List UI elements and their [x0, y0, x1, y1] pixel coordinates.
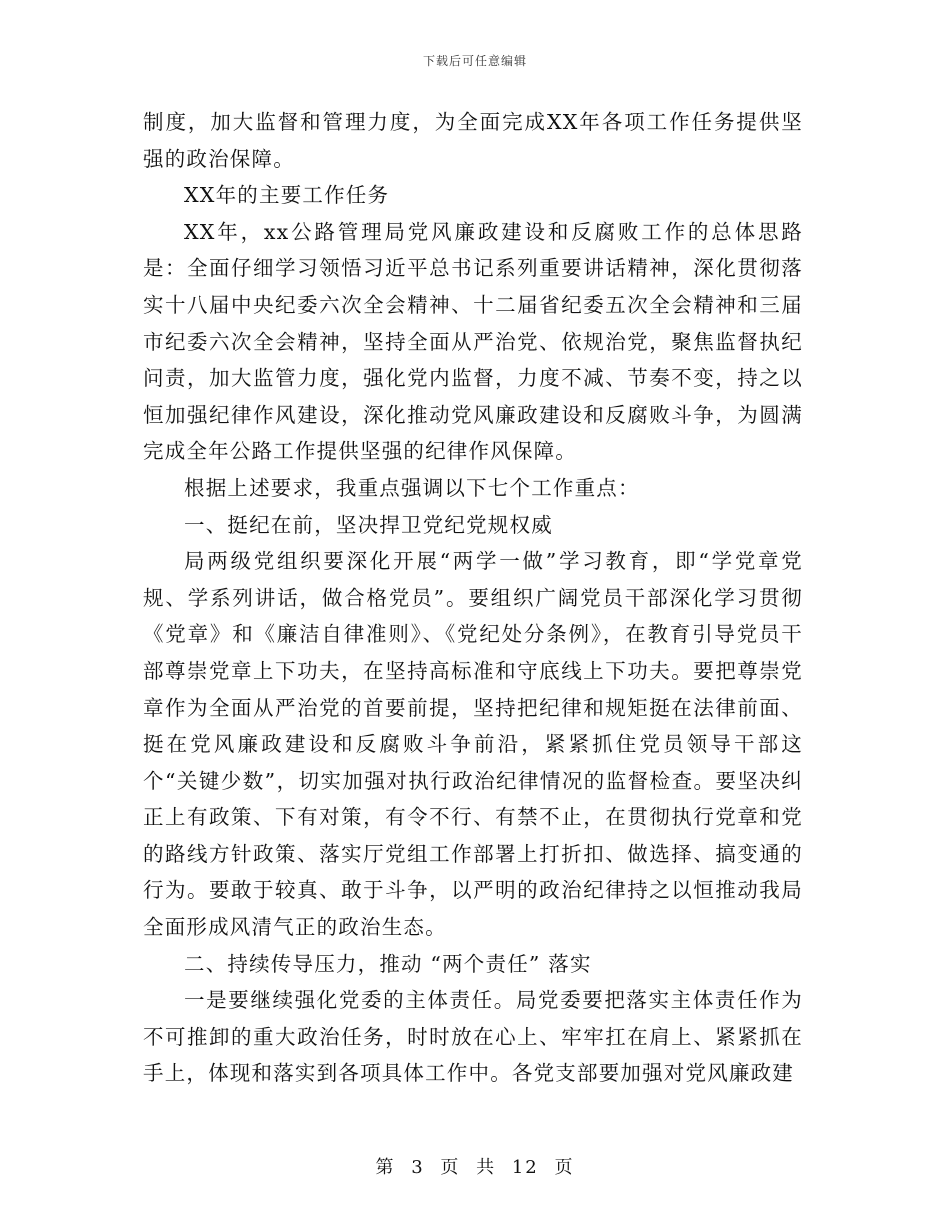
paragraph-seven-priorities: 根据上述要求，我重点强调以下七个工作重点：	[184, 475, 640, 500]
paragraph-continuation: 制度，加大监督和管理力度，为全面完成XX年各项工作任务提供坚强的政治保障。	[143, 110, 803, 171]
document-body	[143, 104, 803, 1092]
paragraph-section-two: 一是要继续强化党委的主体责任。局党委要把落实主体责任作为不可推卸的重大政治任务，时时放在心上、牢牢扛在肩上、紧紧抓在手上，体现和落实到各项具体工作中。各党支部要加强对党风廉政建	[143, 988, 803, 1086]
page-number-footer: 第 3 页 共 12 页	[375, 1157, 575, 1178]
paragraph-overall-approach: XX年，xx公路管理局党风廉政建设和反腐败工作的总体思路是：全面仔细学习领悟习近平总书记系列重要讲话精神，深化贯彻落实十八届中央纪委六次全会精神、十二届省纪委五次全会精神和三届市纪委六次全会精神，坚持全面从严治党、依规治党，聚焦监督执纪问责，加大监管力度，强化党内监督，力度不减、节奏不变，持之以恒加强纪律作风建设，深化推动党风廉政建设和反腐败斗争，为圆满完成全年公路工作提供坚强的纪律作风保障。	[143, 219, 803, 464]
section-heading-one: 一、挺纪在前，坚决捍卫党纪党规权威	[184, 512, 553, 537]
section-heading-two: 二、持续传导压力，推动 “两个责任” 落实	[184, 951, 592, 976]
page-header: 下载后可任意编辑	[422, 54, 527, 68]
paragraph-section-one: 局两级党组织要深化开展“两学一做”学习教育，即“学党章党规、学系列讲话，做合格党员”。要组织广阔党员干部深化学习贯彻《党章》和《廉洁自律准则》、《党纪处分条例》，在教育引导党员干部尊崇党章上下功夫，在坚持高标准和守底线上下功夫。要把尊崇党章作为全面从严治党的首要前提，坚持把纪律和规矩挺在法律前面、挺在党风廉政建设和反腐败斗争前沿，紧紧抓住党员领导干部这个“关键少数”，切实加强对执行政治纪律情况的监督检查。要坚决纠正上有政策、下有对策，有令不行、有禁不止，在贯彻执行党章和党的路线方针政策、落实厅党组工作部署上打折扣、做选择、搞变通的行为。要敢于较真、敢于斗争，以严明的政治纪律持之以恒推动我局全面形成风清气正的政治生态。	[143, 549, 803, 940]
section-heading-main-tasks: XX年的主要工作任务	[184, 183, 390, 208]
